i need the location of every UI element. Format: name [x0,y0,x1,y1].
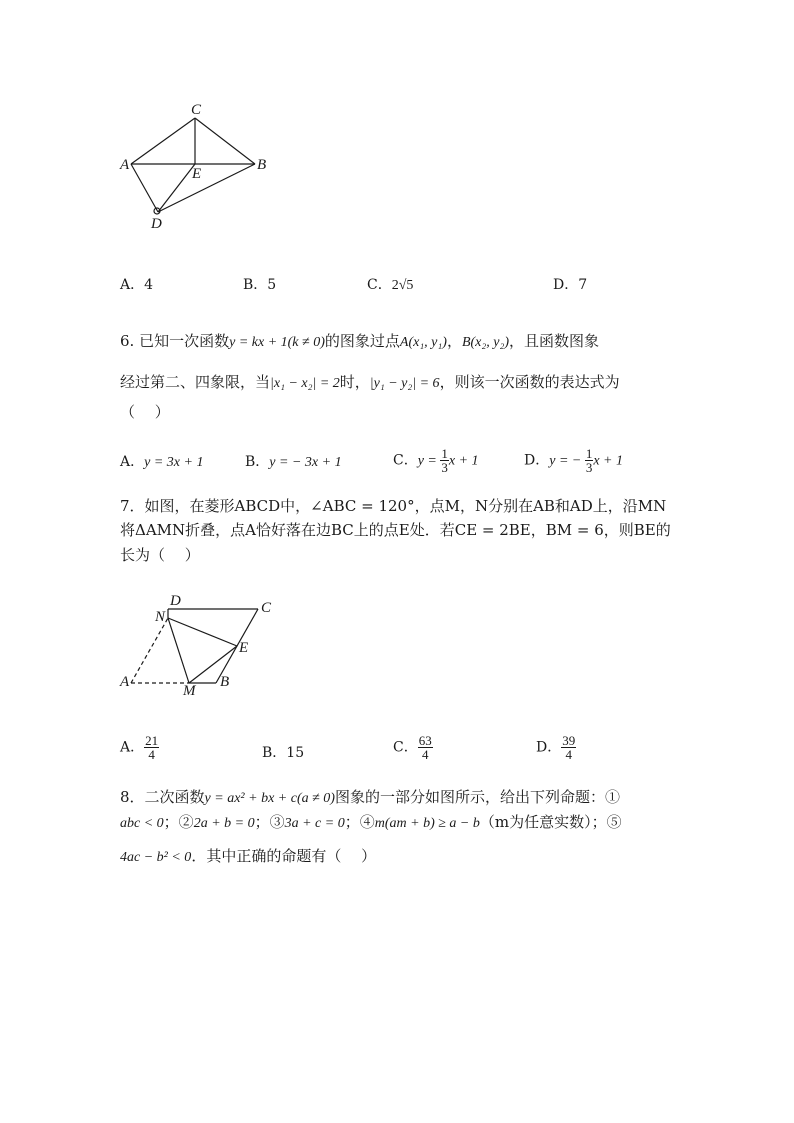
option-letter: C． [393,739,418,756]
label-E: E [192,166,202,182]
q6-text: 时， [339,373,370,391]
numerator: 63 [418,733,432,748]
segment-ME [189,646,237,683]
option-letter: D． [536,739,562,756]
label-A: A [120,157,130,173]
option-value: y = 3x + 1 [144,455,204,470]
option-letter: A． [120,277,145,293]
option-letter: D． [553,277,579,293]
option-value: 4 [144,277,154,293]
q6-point-b: B(x₂, y₂) [461,335,509,350]
numerator: 1 [585,446,593,461]
question-number: 6. [120,332,135,350]
denominator: 4 [421,747,429,762]
option-letter: B． [262,745,287,761]
q8-text: ．其中正确的命题有（ ） [191,847,377,865]
option-letter: A． [120,739,145,756]
q6-function: y = kx + 1(k ≠ 0) [229,335,325,350]
segment-NE [168,618,237,646]
q7-option-a[interactable] [120,734,159,761]
q6-text: 已知一次函数 [139,332,230,350]
q6-text: ，且函数图象 [509,332,600,350]
q6-answer-blank: （ ） [120,403,170,421]
q8-text: ；② [163,813,194,831]
q6-point-a: A(x₁, y₁) [399,335,447,350]
fraction [144,734,159,761]
label-E: E [239,640,249,656]
denominator: 4 [148,747,155,762]
option-letter: B． [245,454,270,470]
option-suffix: x + 1 [448,453,479,469]
option-value: 5 [267,277,277,293]
option-value: 7 [578,277,588,293]
q6-text: 的图象过点 [324,332,400,350]
option-letter: A． [120,454,145,470]
q7-line-2: 将ΔAMN折叠，点A恰好落在边BC上的点E处．若CE = 2BE，BM = 6，则BE的 [120,521,671,539]
fraction [561,734,576,761]
option-letter: B． [243,277,268,293]
q8-function: y = ax² + bx + c(a ≠ 0) [204,791,335,806]
denominator: 3 [585,460,593,475]
option-value: y = − 3x + 1 [269,455,342,470]
segment-NM [168,618,189,683]
q8-line-3 [120,846,376,868]
q8-text: ；④ [344,813,375,831]
option-prefix: y = [417,453,441,469]
q8-statement-3: 3a + c = 0 [284,816,345,831]
option-value: 15 [286,745,305,761]
q8-line-2 [120,812,622,834]
label-B: B [257,157,267,173]
label-D: D [170,593,181,609]
option-prefix: y = − [549,453,585,469]
numerator: 39 [562,733,576,748]
option-letter: D． [524,452,550,469]
denominator: 3 [441,460,448,475]
q8-text: 图象的一部分如图所示，给出下列命题：① [334,788,620,806]
q7-option-d[interactable] [536,734,576,761]
label-N: N [155,609,166,625]
q8-text: ；③ [254,813,285,831]
option-letter: C． [367,277,392,293]
q7-option-c[interactable] [393,734,433,761]
q7-line-1: 7．如图，在菱形ABCD中，∠ABC = 120°，点M，N分别在AB和AD上，沿MN [120,497,667,515]
label-C: C [191,102,202,118]
q7-option-b[interactable] [262,742,304,762]
q7-line-3: 长为（ ） [120,546,200,564]
option-value: 2√5 [391,278,414,293]
q6-condition-y: |y₁ − y₂| = 6 [369,376,440,391]
q8-line-1 [120,787,620,809]
label-A: A [120,674,130,690]
label-B: B [220,674,230,690]
label-M: M [183,683,196,699]
q6-text: ， [446,332,462,350]
q8-statement-5: 4ac − b² < 0 [120,850,192,865]
numerator: 21 [145,733,159,748]
dashed-segment-AN [131,618,168,683]
q8-statement-4: m(am + b) ≥ a − b [374,816,480,831]
q6-text: ，则该一次函数的表达式为 [439,373,620,391]
option-suffix: x + 1 [593,453,624,469]
label-C: C [261,600,272,616]
q8-text: 8．二次函数 [120,788,205,806]
q8-statement-1: abc < 0 [120,816,164,831]
q6-text: 经过第二、四象限，当 [120,373,271,391]
option-letter: C． [393,452,418,469]
numerator: 1 [441,446,448,461]
label-D: D [151,216,162,232]
q8-statement-2: 2a + b = 0 [193,816,255,831]
q8-text: （m为任意实数）；⑤ [479,813,622,831]
denominator: 4 [565,747,572,762]
q6-condition-x: |x₁ − x₂| = 2 [270,376,340,391]
fraction [418,734,433,761]
